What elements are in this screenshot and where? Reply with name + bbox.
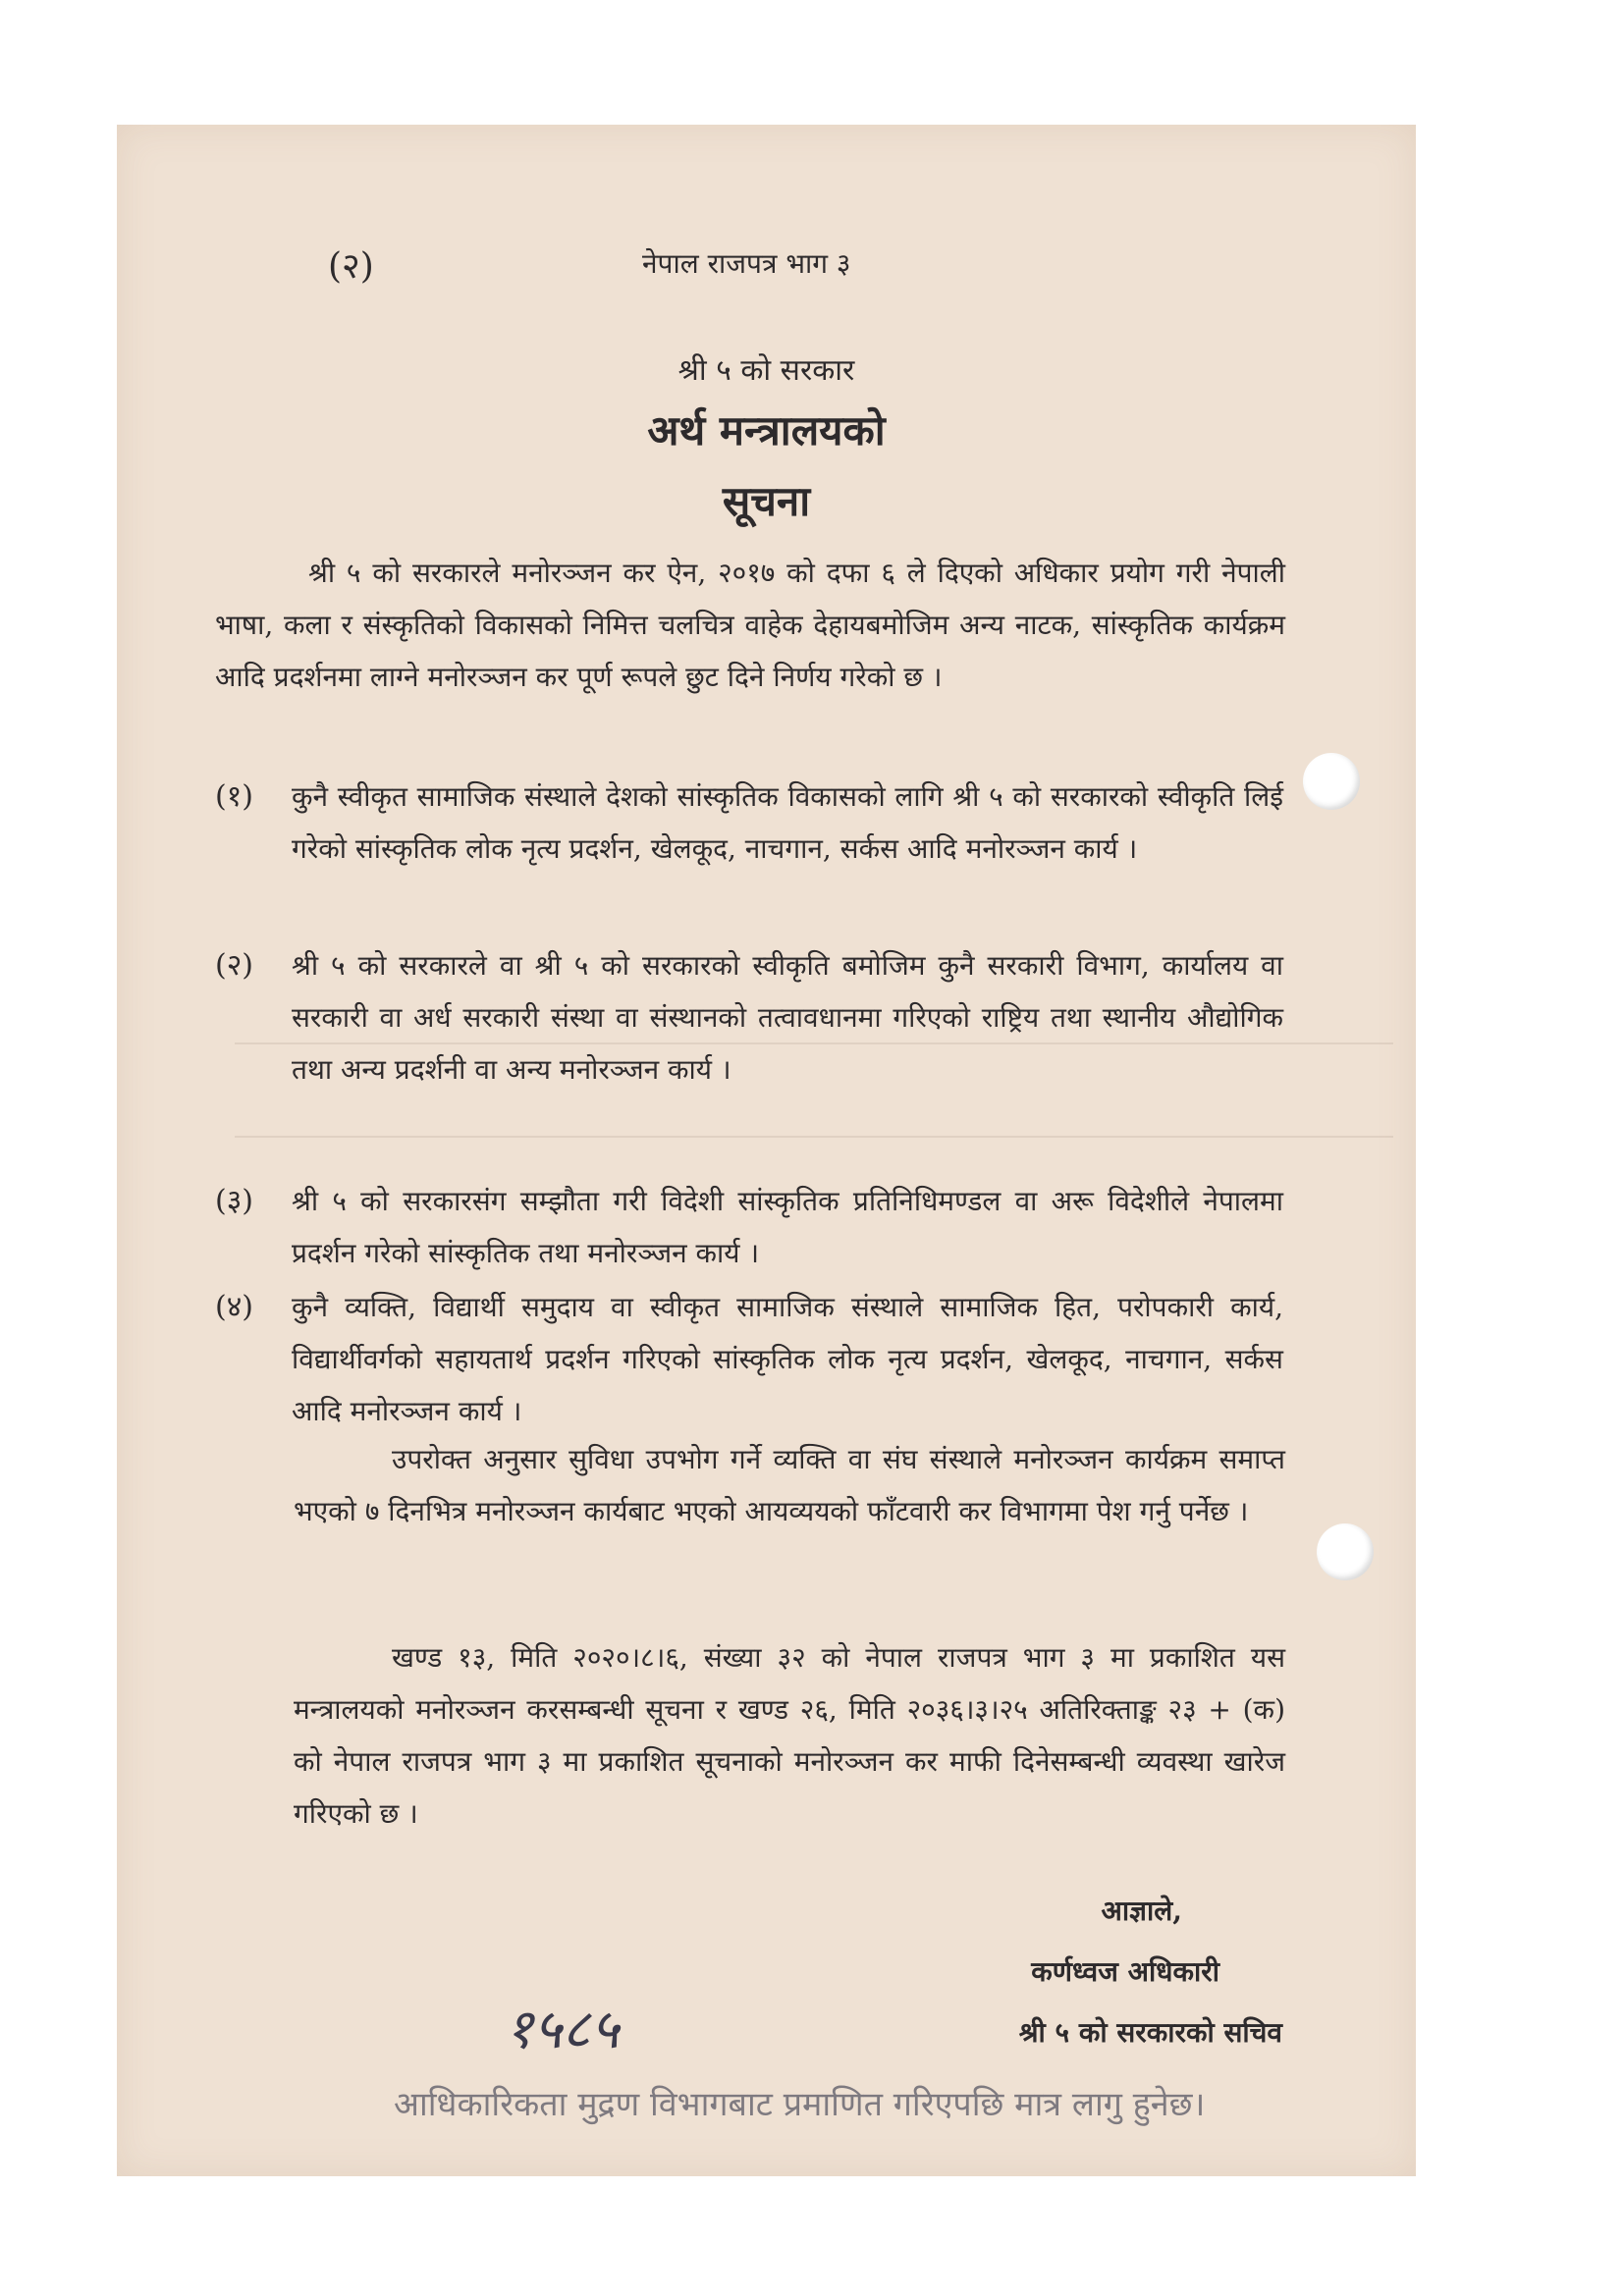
page-header [117,240,1416,290]
item-number: (२) [215,948,254,983]
government-heading: श्री ५ को सरकार [677,353,855,388]
gazette-title: नेपाल राजपत्र भाग ३ [642,247,851,280]
gazette-page [117,125,1416,2176]
footer-disclaimer: आधिकारिकता मुद्रण विभागबाट प्रमाणित गरिएपछि मात्र लागु हुनेछ। [394,2085,1206,2124]
item-text: श्री ५ को सरकारसंग सम्झौता गरी विदेशी सांस्कृतिक प्रतिनिधिमण्डल वा अरू विदेशीले नेपालमा प्रदर्शन गरेको सांस्कृतिक तथा मनोरञ्जन कार्य । [292,1185,1283,1269]
item-text: कुनै स्वीकृत सामाजिक संस्थाले देशको सांस्कृतिक विकासको लागि श्री ५ को सरकारको स्वीकृति लिई गरेको सांस्कृतिक लोक नृत्य प्रदर्शन, खेलकूद, नाचगान, सर्कस आदि मनोरञ्जन कार्य । [292,780,1283,865]
item-number: (३) [215,1184,254,1218]
item-text: कुनै व्यक्ति, विद्यार्थी समुदाय वा स्वीकृत सामाजिक संस्थाले सामाजिक हित, परोपकारी कार्य, विद्यार्थीवर्गको सहायतार्थ प्रदर्शन गरिएको सांस्कृतिक लोक नृत्य प्रदर्शन, खेलकूद, नाचगान, सर्कस आदि मनोरञ्जन कार्य । [292,1291,1283,1427]
punch-hole-bottom [1317,1523,1374,1580]
item-text: श्री ५ को सरकारले वा श्री ५ को सरकारको स्वीकृति बमोजिम कुनै सरकारी विभाग, कार्यालय वा सरकारी वा अर्ध सरकारी संस्था वा संस्थानको तत्वावधानमा गरिएको राष्ट्रिय तथा स्थानीय औद्योगिक तथा अन्य प्रदर्शनी वा अन्य मनोरञ्जन कार्य । [292,949,1283,1086]
repeal-paragraph: खण्ड १३, मिति २०२०।८।६, संख्या ३२ को नेपाल राजपत्र भाग ३ मा प्रकाशित यस मन्त्रालयको मनोरञ्जन करसम्बन्धी सूचना र खण्ड २६, मिति २०३६।३।२५ अतिरिक्ताङ्क २३ + (क) को नेपाल राजपत्र भाग ३ मा प्रकाशित सूचनाको मनोरञ्जन कर माफी दिनेसम्बन्धी व्यवस्था खारेज गरिएको छ । [294,1641,1285,1830]
item-number: (४) [215,1290,254,1324]
page-number: (२) [328,246,374,287]
notice-heading: सूचना [722,477,811,525]
handwritten-number: १५८५ [505,1998,620,2061]
punch-hole-top [1303,753,1360,810]
obligation-paragraph: उपरोक्त अनुसार सुविधा उपभोग गर्ने व्यक्ति वा संघ संस्थाले मनोरञ्जन कार्यक्रम समाप्त भएको ७ दिनभित्र मनोरञ्जन कार्यबाट भएको आयव्ययको फाँटवारी कर विभागमा पेश गर्नु पर्नेछ । [294,1443,1285,1527]
item-number: (१) [215,779,254,814]
ministry-heading: अर्थ मन्त्रालयको [647,406,886,454]
signatory-title: श्री ५ को सरकारको सचिव [1018,2016,1282,2049]
signatory-name: कर्णध्वज अधिकारी [1031,1955,1219,1988]
intro-paragraph: श्री ५ को सरकारले मनोरञ्जन कर ऐन, २०१७ को दफा ६ ले दिएको अधिकार प्रयोग गरी नेपाली भाषा, कला र संस्कृतिको विकासको निमित्त चलचित्र वाहेक देहायबमोजिम अन्य नाटक, सांस्कृतिक कार्यक्रम आदि प्रदर्शनमा लाग्ने मनोरञ्जन कर पूर्ण रूपले छुट दिने निर्णय गरेको छ । [215,557,1285,693]
signature-order-line: आज्ञाले, [1101,1895,1182,1927]
bleed-through-line [235,1136,1393,1138]
